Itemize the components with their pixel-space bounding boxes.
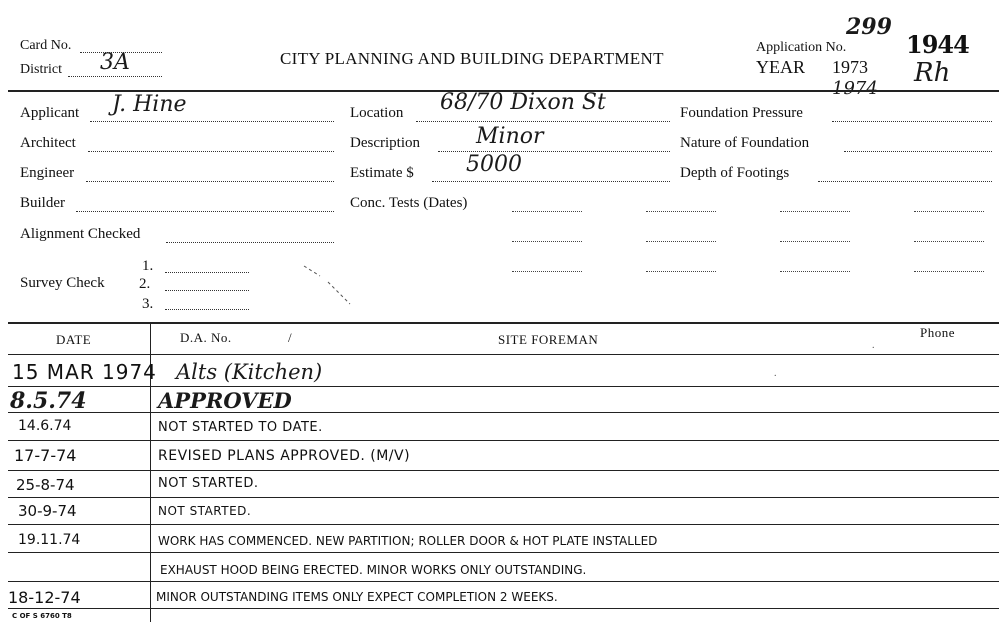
- conc-slot: [914, 211, 984, 212]
- row-line: [8, 470, 999, 471]
- depth-footings-label: Depth of Footings: [680, 165, 790, 181]
- nature-foundation-line: [844, 151, 992, 152]
- stray-mark: .: [774, 368, 777, 379]
- description-label: Description: [350, 135, 420, 151]
- table-row-date: 8.5.74: [10, 388, 87, 414]
- alignment-label: Alignment Checked: [20, 226, 141, 242]
- table-row-text: EXHAUST HOOD BEING ERECTED. MINOR WORKS ONLY OUTSTANDING.: [160, 563, 587, 577]
- table-row-text: MINOR OUTSTANDING ITEMS ONLY EXPECT COMPLETION 2 WEEKS.: [156, 590, 558, 604]
- pencil-mark: [300, 260, 360, 310]
- foundation-pressure-label: Foundation Pressure: [680, 105, 803, 121]
- row-line: [8, 581, 999, 582]
- survey-2-line: [165, 290, 249, 291]
- estimate-label: Estimate $: [350, 165, 414, 181]
- district-line: [68, 76, 162, 77]
- conc-slot: [914, 271, 984, 272]
- engineer-line: [86, 181, 334, 182]
- location-line: [416, 121, 670, 122]
- table-row-date: 30-9-74: [18, 502, 77, 520]
- da-slash: /: [288, 330, 293, 345]
- da-column-header: D.A. No.: [180, 330, 232, 345]
- table-row-date: 19.11.74: [18, 532, 81, 548]
- row-line: [8, 524, 999, 525]
- form-code: C OF S 6760 T8: [12, 612, 72, 620]
- row-line: [8, 412, 999, 413]
- applicant-label: Applicant: [20, 105, 80, 121]
- foundation-pressure-line: [832, 121, 992, 122]
- conc-slot: [780, 271, 850, 272]
- table-row-date: 17-7-74: [14, 446, 77, 465]
- survey-3-label: 3.: [142, 296, 154, 312]
- district-value: 3A: [100, 50, 130, 75]
- table-row-text: NOT STARTED.: [158, 504, 252, 518]
- table-row-text: NOT STARTED.: [158, 476, 259, 491]
- table-row-text: REVISED PLANS APPROVED. (M/V): [158, 448, 411, 464]
- estimate-line: [432, 181, 670, 182]
- table-row-date: 25-8-74: [16, 476, 75, 494]
- conc-tests-label: Conc. Tests (Dates): [350, 195, 468, 211]
- applicant-value: J. Hine: [112, 92, 187, 117]
- year-label: YEAR: [756, 57, 805, 77]
- table-top-border: [8, 322, 999, 324]
- year-stamp: 1944: [906, 30, 969, 59]
- conc-slot: [780, 241, 850, 242]
- builder-label: Builder: [20, 195, 65, 211]
- architect-line: [88, 151, 334, 152]
- survey-1-line: [165, 272, 249, 273]
- year-printed: 1973: [832, 57, 868, 77]
- depth-footings-line: [818, 181, 992, 182]
- conc-slot: [512, 271, 582, 272]
- application-no-label: Application No.: [756, 40, 847, 55]
- table-row-date: 15 MAR 1974: [12, 360, 157, 384]
- alignment-line: [166, 242, 334, 243]
- conc-slot: [914, 241, 984, 242]
- survey-2-label: 2.: [139, 276, 151, 292]
- site-foreman-header: SITE FOREMAN: [498, 332, 599, 347]
- row-line: [8, 386, 999, 387]
- district-label: District: [20, 62, 62, 77]
- table-row-text: NOT STARTED TO DATE.: [158, 420, 323, 435]
- builder-line: [76, 211, 334, 212]
- stray-mark: .: [872, 340, 875, 351]
- phone-header: Phone: [920, 325, 955, 340]
- table-row-date: 18-12-74: [8, 588, 81, 607]
- date-column-header: DATE: [56, 332, 92, 347]
- table-row-text: WORK HAS COMMENCED. NEW PARTITION; ROLLER DOOR & HOT PLATE INSTALLED: [158, 534, 658, 548]
- year-corrected: 1974: [832, 78, 878, 99]
- row-line: [8, 440, 999, 441]
- applicant-line: [90, 121, 334, 122]
- row-line: [8, 552, 999, 553]
- initials: Rh: [914, 58, 951, 88]
- description-value: Minor: [476, 124, 544, 149]
- conc-slot: [512, 241, 582, 242]
- table-row-text: Alts (Kitchen): [176, 360, 323, 384]
- table-row-date: 14.6.74: [18, 418, 72, 434]
- survey-1-label: 1.: [142, 258, 154, 274]
- row-line: [8, 608, 999, 609]
- survey-check-label: Survey Check: [20, 275, 105, 291]
- table-header-bottom: [8, 354, 999, 355]
- conc-slot: [646, 211, 716, 212]
- application-no-value: 299: [846, 14, 892, 40]
- estimate-value: 5000: [466, 152, 522, 177]
- location-value: 68/70 Dixon St: [440, 90, 606, 115]
- conc-slot: [512, 211, 582, 212]
- survey-3-line: [165, 309, 249, 310]
- architect-label: Architect: [20, 135, 76, 151]
- conc-slot: [646, 271, 716, 272]
- conc-slot: [646, 241, 716, 242]
- card-no-label: Card No.: [20, 38, 72, 53]
- table-row-text: APPROVED: [158, 388, 292, 413]
- row-line: [8, 497, 999, 498]
- location-label: Location: [350, 105, 404, 121]
- conc-slot: [780, 211, 850, 212]
- department-title: CITY PLANNING AND BUILDING DEPARTMENT: [280, 49, 664, 68]
- nature-foundation-label: Nature of Foundation: [680, 135, 810, 151]
- engineer-label: Engineer: [20, 165, 75, 181]
